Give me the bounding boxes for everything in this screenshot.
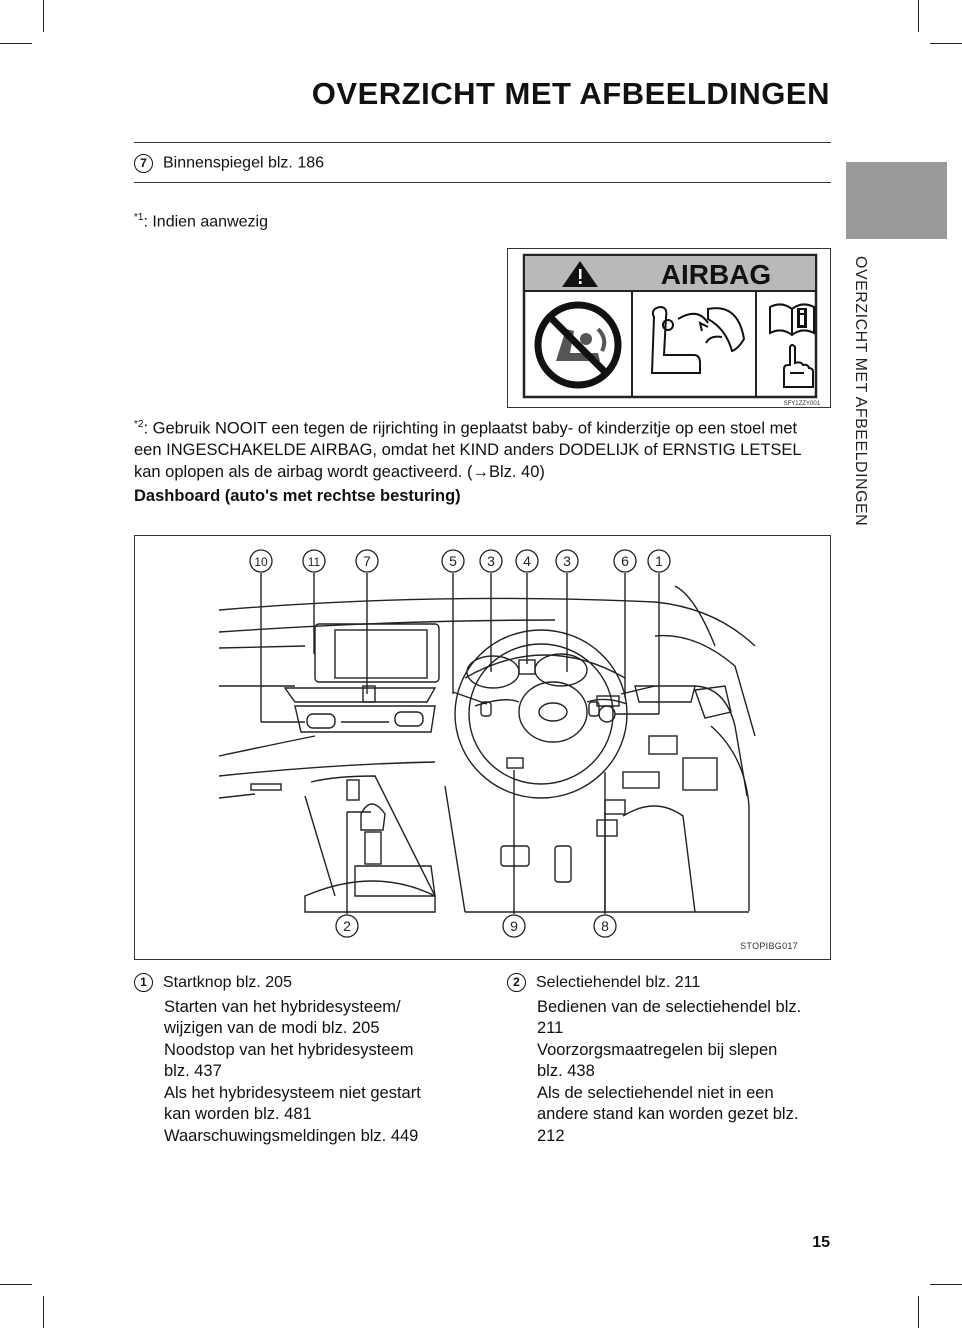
item-number-badge: 1: [134, 973, 153, 992]
crop-mark: [930, 43, 962, 44]
item-1-block: [134, 972, 434, 1147]
callout-top-label: 1: [655, 553, 663, 569]
item-7-text: Binnenspiegel blz. 186: [163, 154, 325, 172]
diagram-code: STOPIBG017: [740, 941, 798, 951]
section-heading: Dashboard (auto's met rechtse besturing): [134, 487, 461, 505]
item-1-title: Startknop blz. 205: [163, 974, 292, 991]
footnote-1-text: : Indien aanwezig: [143, 213, 268, 231]
item-1-subitems: [164, 997, 434, 1148]
divider: [134, 182, 831, 183]
crop-mark: [0, 1284, 32, 1285]
crop-mark: [0, 43, 32, 44]
no-rear-facing-seat-icon: [538, 305, 618, 385]
chapter-tab: [846, 162, 947, 239]
item-1-heading: [134, 972, 434, 994]
callout-row-top: [250, 550, 670, 572]
dashboard-drawing: [219, 573, 755, 914]
airbag-label-code: SFY1ZZY001: [783, 401, 820, 407]
subitem: Bedienen van de selectiehendel blz. 211: [537, 997, 802, 1037]
item-number-badge: 2: [507, 973, 526, 992]
item-7-entry: [134, 154, 324, 173]
crop-mark: [43, 0, 44, 32]
item-2-block: [507, 972, 807, 1147]
airbag-label-graphic: [508, 249, 830, 407]
item-2-title: Selectiehendel blz. 211: [536, 974, 701, 991]
dashboard-diagram: [134, 535, 831, 960]
crop-mark: [918, 0, 919, 32]
callout-top-label: 5: [449, 553, 457, 569]
footnote-1: [134, 212, 268, 231]
airbag-heading: AIRBAG: [660, 259, 772, 290]
callout-row-bottom: [336, 915, 616, 937]
callout-bottom-label: 2: [343, 918, 351, 934]
subitem: Als de selectiehendel niet in een andere stand kan worden gezet blz. 212: [537, 1083, 799, 1145]
footnote-2-text: : Gebruik NOOIT een tegen de rijrichting in geplaatst baby- of kinderzitje op een stoel met een INGESCHAKELDE AIRBAG, omdat het KIND anders DODELIJK of ERNSTIG LETSEL kan oplopen als de airbag wordt geactiveerd. (→Blz. 40): [134, 419, 801, 481]
callout-top-label: 3: [563, 553, 571, 569]
page-title: OVERZICHT MET AFBEELDINGEN: [311, 76, 830, 111]
crop-mark: [930, 1284, 962, 1285]
chapter-tab-label: OVERZICHT MET AFBEELDINGEN: [852, 256, 869, 527]
crop-mark: [43, 1296, 44, 1328]
item-2-subitems: [537, 997, 807, 1148]
subitem: Voorzorgsmaatregelen bij slepen blz. 438: [537, 1040, 778, 1080]
dashboard-illustration: [135, 536, 830, 959]
callout-bottom-label: 9: [510, 918, 518, 934]
callout-top-label: 11: [307, 555, 321, 569]
airbag-warning-label: [507, 248, 831, 408]
item-number-badge: 7: [134, 154, 153, 173]
crop-mark: [918, 1296, 919, 1328]
divider: [134, 142, 831, 143]
callout-bottom-label: 8: [601, 918, 609, 934]
footnote-2: [134, 414, 824, 483]
callout-top-label: 10: [254, 555, 268, 569]
subitem: Starten van het hybridesysteem/ wijzigen van de modi blz. 205: [164, 997, 401, 1037]
callout-top-label: 3: [487, 553, 495, 569]
subitem: Noodstop van het hybridesysteem blz. 437: [164, 1040, 414, 1080]
subitem: Waarschuwingsmeldingen blz. 449: [164, 1126, 419, 1145]
callout-top-label: 7: [363, 553, 371, 569]
callout-top-label: 4: [523, 553, 531, 569]
footnote-marker: *2: [134, 419, 144, 430]
item-2-heading: [507, 972, 807, 994]
page-number: 15: [812, 1234, 830, 1251]
callout-top-label: 6: [621, 553, 629, 569]
subitem: Als het hybridesysteem niet gestart kan worden blz. 481: [164, 1083, 421, 1123]
footnote-marker: *1: [134, 212, 144, 223]
